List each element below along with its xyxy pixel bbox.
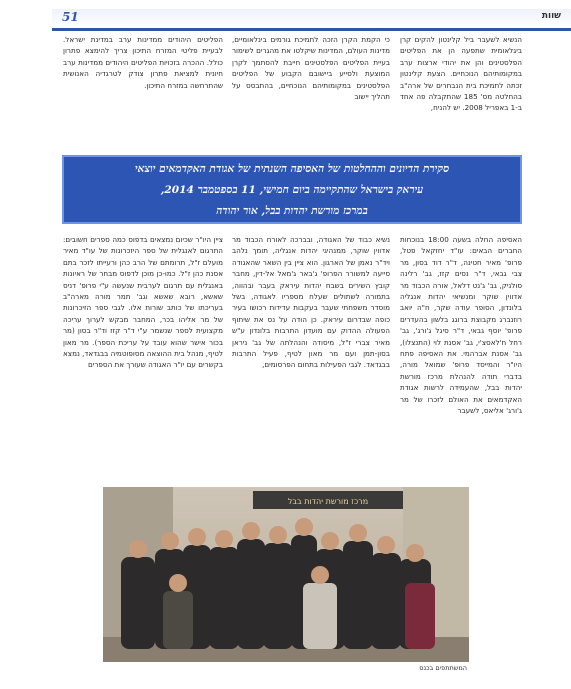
- photo-caption: המשתתפים בכנס: [419, 664, 467, 672]
- paragraph: ציין היו"ר שכיום נמצאים בדפוס כמה ספרים חשובים: התרגום לאנגלית של ספר היזכרונות של עו"ד מאיר מועלם ז"ל, תרומתם של הרב כהן ורעייתו לזכר בתם אסנת כהן ז"ל. כמו-כן מוכן לדפוס מבחר של ראיונות באנגלית עם תרגום לערבית שנעשה ע"י פרופ' דניס שאשא, רובא שאשא וגב' תמר מורה מארה"ב בעריכתו של כותב שורות אלו. לגבי ספר הזיכרונות של מר אליהו בכר, המחבר מבקש לערוך עריכה מקצועית לספר שנשמר ע"י ד"ר קזז וד"ר בסון (מר בכור אישר שהוא עובד על עריכת הספר). מר מאון לטיף, מנהל בית ההוצאה מסופוטמיה בבגדאד, נמצא בקשרים עם יו"ר האגודה שעורך את הספרים: [63, 235, 223, 370]
- top-column-right: [400, 34, 522, 114]
- bottom-column-middle: [232, 234, 390, 371]
- page-number: 51: [62, 10, 79, 24]
- paragraph: הנשיא לשעבר ביל קלינטון להקים קרן ביגלאומית שתפעה הן את הפליטים הפלסטינים והן את יהודי ארצות ערב במקומותיהם הנוכחיים. הצעת קלינטון זכתה לתמיכת בית הנבחרים של ארה"ב בהחלטה מס' 185 שהתקבלה פה אחד ב-1 באפריל 2008. יש להניח,: [400, 35, 522, 113]
- header-bar: [52, 9, 571, 31]
- top-column-left: [63, 34, 223, 91]
- group-photo: [103, 487, 469, 662]
- top-column-middle: [232, 34, 390, 102]
- bottom-column-right: [400, 234, 522, 417]
- section-title: שוות: [541, 11, 561, 21]
- headline-line-1: סקירת הדיונים וההחלטות של האסיפה השנתית של אגודת האקדמאים יוצאי: [134, 163, 450, 175]
- paragraph: כי הקמת הקרן הזכה לתמיכת גורמים בינלאומיים, מדינות העולם, המדינות שיקלטו את מהגרים לשימור בעיית הפליטים הפלסטינים חייבת להסתמך לקרן המוצעת ולסייע ביישובם הקבוע של הפליטים הפלסטינים במקומותיהם הנוכחיים, בהתבסס על תהליך יישוב: [232, 35, 390, 102]
- wall-sign-text: מרכז מורשת יהדות בבל: [287, 497, 369, 506]
- article-headline-banner: [62, 155, 522, 224]
- headline-line-2: עיראק בישראל שהתקיימה ביום חמישי, 11 בספטמבר 2014,: [160, 184, 424, 196]
- paragraph: האסיפה החלה בשעה 18:00 בנוכחות החברים הבאים: עו"ד יחזקאל פטל, פרופ' מאיר חטינה, ד"ר דוד בסון, מר צבי גבאי, ד"ר נסים קזז, גב' רלינה סולניק, גב' ג'נט דלאל, אורה הכבוד מר אדווין שוקר ומנשיאי יהדות אנגליה בלונדון, הסופר עודה שקר, ח"ה יואב רוזנברג מקבוצת ברוגג בלשון בהעדרים פרופ' יוסף גבאי, ד"ר סיגל ג'ורג', גב' רחל ח'לאסצ'י, גב' אסנת לוי (התנצלו), גב' אסנת אברהמי. את האסיפה פתח היו"ר והמייסד פרופ' שמואל מורה, בדברי תודה להנהלת מרכז מורשת יהדות בבל, שהעמידה לרשות אגודת האקדמאים את האולם לזכרו של מר ג'ורג' אליאס, לשעבר: [400, 235, 522, 416]
- paragraph: הפליטים היהודים ממדינות ערב במדינת ישראל. לבעיית פליטי המזרח התיכון צריך להימצא פתרון כולל. ההכרה בזכויות הפליטים היהודים ממדינות ערב חיונית למציאת פתרון צודק לטרגדיה האנושית שהתרחשה במזרח התיכון.: [63, 35, 223, 90]
- bottom-column-left: [63, 234, 223, 371]
- paragraph: נשיא כבוד של האגודה, ובברכה לאורח הכבוד מר אדווין שוקר, ממנהיגי יהדות אנגליה, תומך נלהב ויד"ר נאמן של הארגון. הוא ציין בין השאר שהאגודה סייעה למשורר הפרופ' ג'באר ג'מאל אל-דין, מחבר קובץ השירים בשבח יהדות עיראק בעבר ובהווה, בתמורה לשתולים שעלח מספריו לאגודה, בשל מוסדר משפחתי שעבר בעקבות עדידות רכושו בעיר כופה שבדרום עיראק. כן הודה על נס את שיתוף הפעולה ההדוק עם מועדון התרבות בלונדון ע"ש מאיר צברי ז"ל, מיסודה והנהלתה של גב' ניראן בסון-תמן ועם מר מאון לטיף, פעיל התרבות בבגדאד. לגבי הפעילות בתחום הפרסומים,: [232, 235, 390, 370]
- headline-line-3: במרכז מורשת יהדות בבל, אור יהודה: [216, 205, 368, 217]
- group-photo-illustration: [103, 487, 469, 662]
- people: [121, 518, 435, 649]
